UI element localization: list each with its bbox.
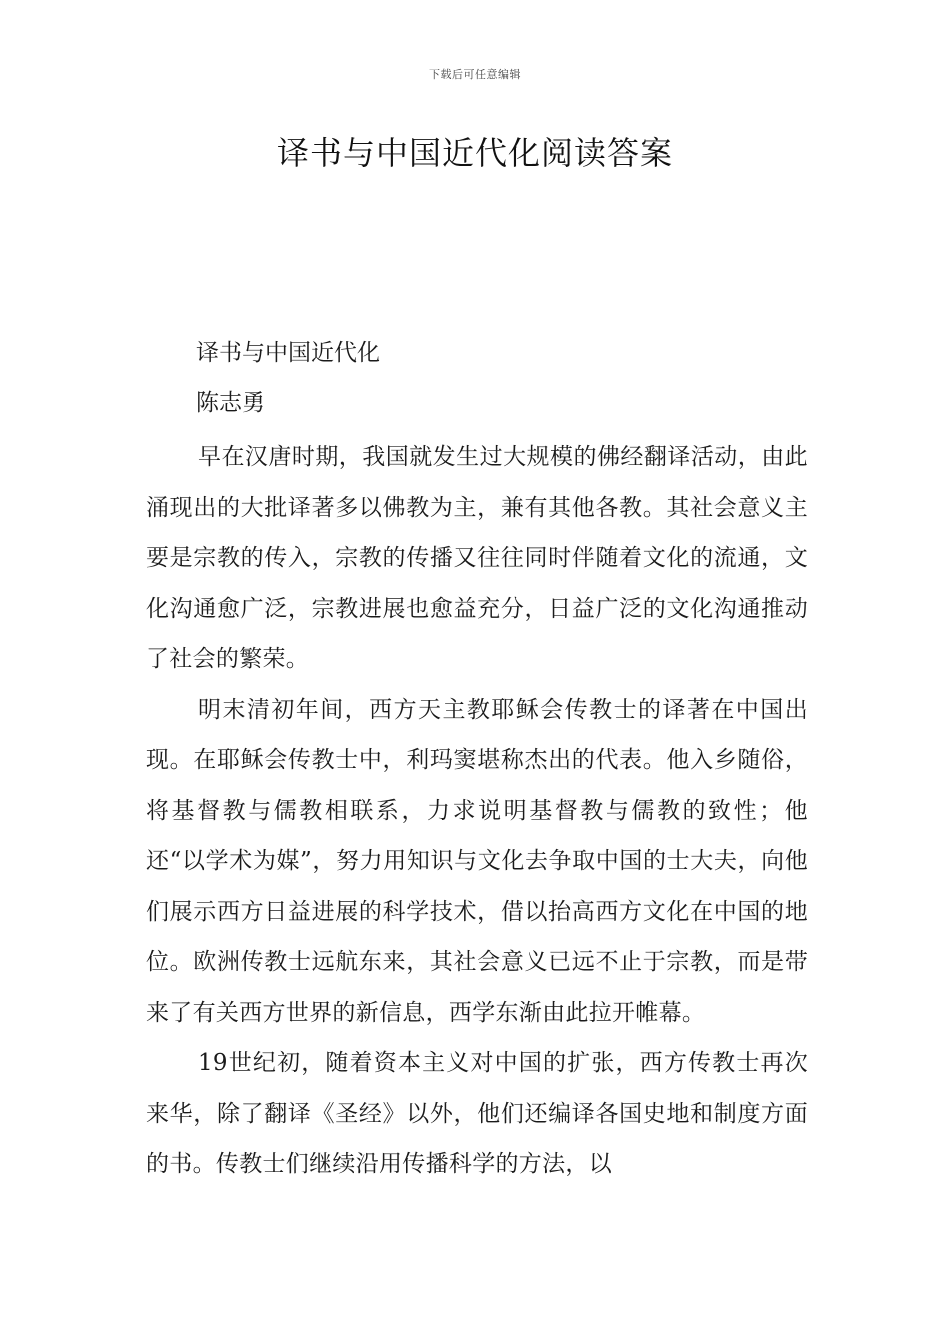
paragraph: 早在汉唐时期，我国就发生过大规模的佛经翻译活动，由此涌现出的大批译著多以佛教为主，兼有其他各教。其社会意义主要是宗教的传入，宗教的传播又往往同时伴随着文化的流通，文化沟通愈广泛，宗教进展也愈益充分，日益广泛的文化沟通推动了社会的繁荣。 xyxy=(146,444,808,672)
paragraph: 19世纪初，随着资本主义对中国的扩张，西方传教士再次来华，除了翻译《圣经》以外，他们还编译各国史地和制度方面的书。传教士们继续沿用传播科学的方法，以 xyxy=(146,1050,808,1177)
article-title: 译书与中国近代化 xyxy=(196,340,380,366)
document-title: 译书与中国近代化阅读答案 xyxy=(276,134,673,172)
article-body xyxy=(146,432,808,1190)
header-note: 下载后可任意编辑 xyxy=(429,68,521,81)
article-author: 陈志勇 xyxy=(196,390,265,416)
paragraph: 明末清初年间，西方天主教耶稣会传教士的译著在中国出现。在耶稣会传教士中，利玛窦堪称杰出的代表。他入乡随俗，将基督教与儒教相联系，力求说明基督教与儒教的致性；他还“以学术为媒”，努力用知识与文化去争取中国的士大夫，向他们展示西方日益进展的科学技术，借以抬高西方文化在中国的地位。欧洲传教士远航东来，其社会意义已远不止于宗教，而是带来了有关西方世界的新信息，西学东渐由此拉开帷幕。 xyxy=(146,696,808,1026)
